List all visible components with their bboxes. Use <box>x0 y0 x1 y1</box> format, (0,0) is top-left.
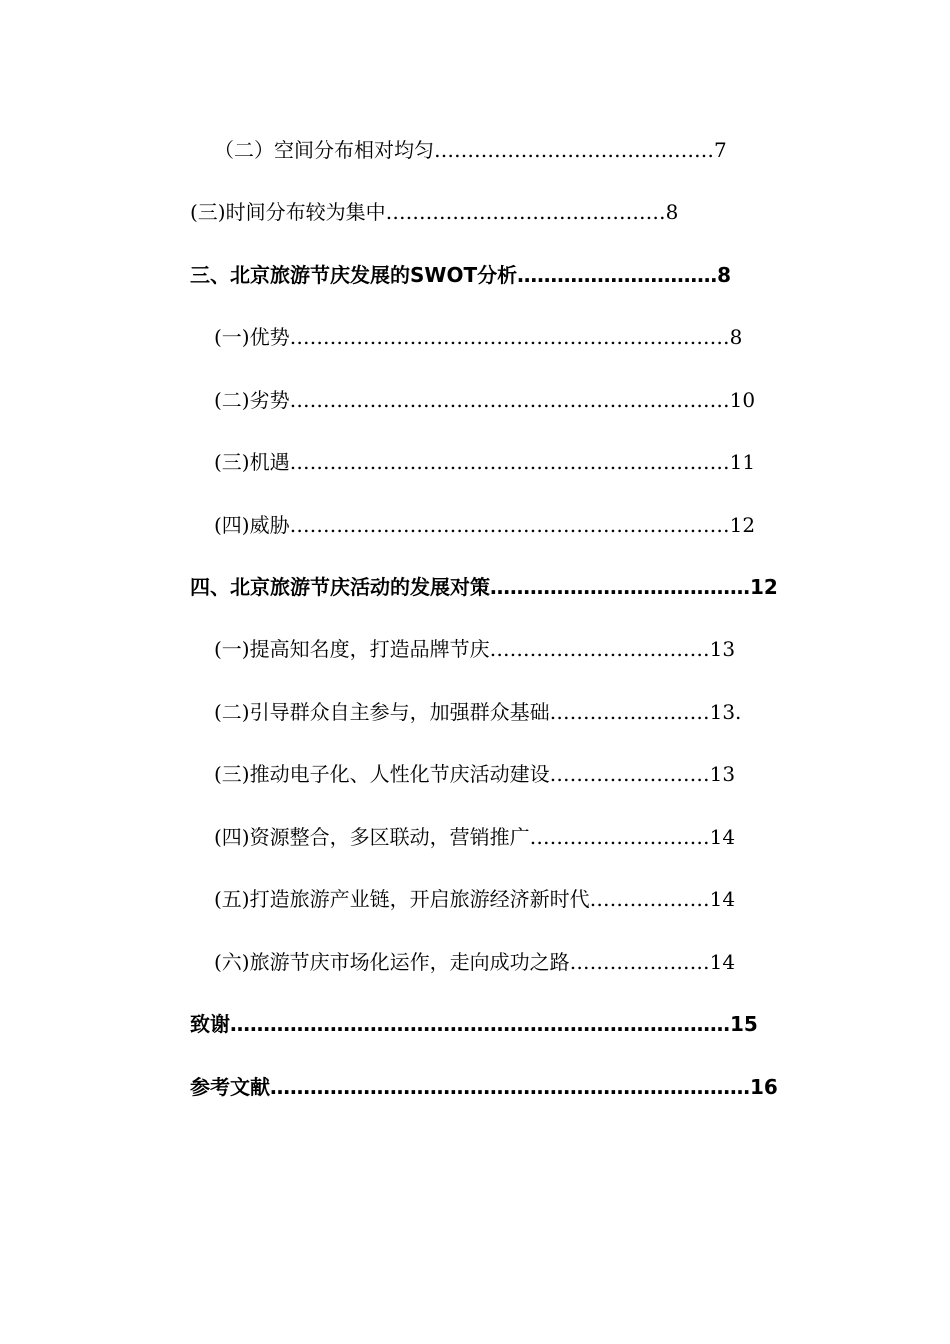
toc-entry-page: 8 <box>729 325 743 349</box>
toc-entry[interactable] <box>214 140 727 164</box>
toc-entry-title: (五)打造旅游产业链，开启旅游经济新时代 <box>214 887 590 911</box>
toc-entry-leader: …………………………………… <box>385 200 666 224</box>
toc-entry-title: (六)旅游节庆市场化运作，走向成功之路 <box>214 950 570 974</box>
toc-entry[interactable] <box>190 1077 778 1101</box>
toc-entry-page: 12 <box>729 513 756 537</box>
toc-entry[interactable] <box>214 827 735 851</box>
toc-entry-title: (三)时间分布较为集中 <box>190 200 386 224</box>
toc-entry-leader: ………………………… <box>517 263 718 287</box>
toc-entry-page: 11 <box>729 450 756 474</box>
toc-entry-leader: ………………………………………………………… <box>289 388 730 412</box>
toc-entry-page: 7 <box>714 138 727 162</box>
toc-entry[interactable] <box>214 639 735 663</box>
toc-entry-title: (一)提高知名度，打造品牌节庆 <box>214 637 490 661</box>
toc-entry-page: 12 <box>750 575 778 599</box>
toc-entry-page: 8 <box>665 200 679 224</box>
toc-entry-title: (二)劣势 <box>214 388 290 412</box>
toc-entry-leader: ………………………………………………………………… <box>230 1012 730 1036</box>
toc-entry-page: 14 <box>709 950 736 974</box>
toc-entry[interactable] <box>214 515 755 539</box>
toc-entry-title: (四)威胁 <box>214 513 290 537</box>
toc-entry-title: 参考文献 <box>190 1075 270 1099</box>
toc-entry-page: 13 <box>709 637 736 661</box>
toc-entry-leader: ………………………………………………………… <box>289 513 730 537</box>
toc-entry-title: 三、北京旅游节庆发展的SWOT分析 <box>190 263 518 287</box>
toc-entry-page: 14 <box>709 887 736 911</box>
toc-entry[interactable] <box>190 577 778 601</box>
toc-entry-title: (三)机遇 <box>214 450 290 474</box>
toc-entry[interactable] <box>214 390 755 414</box>
toc-entry-leader: …………………………… <box>489 637 710 661</box>
toc-entry-leader: ………………………………… <box>490 575 750 599</box>
toc-entry-title: (二)引导群众自主参与，加强群众基础 <box>214 700 550 724</box>
toc-entry-leader: ……………………………………………………………… <box>270 1075 750 1099</box>
toc-entry-title: 致谢 <box>190 1012 230 1036</box>
toc-entry[interactable] <box>190 202 678 226</box>
toc-entry[interactable] <box>214 452 755 476</box>
toc-entry-leader: ………………… <box>569 950 710 974</box>
toc-entry-page: 10 <box>729 388 756 412</box>
toc-entry[interactable] <box>214 327 742 351</box>
toc-entry[interactable] <box>214 952 735 976</box>
toc-entry-leader: …………………… <box>549 700 710 724</box>
toc-entry-leader: ……………………… <box>529 825 710 849</box>
toc-entry-page: 15 <box>730 1012 758 1036</box>
toc-entry-page: 13 <box>709 762 736 786</box>
toc-entry-leader: …………………… <box>549 762 710 786</box>
toc-entry[interactable] <box>190 265 731 289</box>
toc-entry-title: (三)推动电子化、人性化节庆活动建设 <box>214 762 550 786</box>
toc-entry-leader: ……………… <box>589 887 710 911</box>
toc-entry-page: 14 <box>709 825 736 849</box>
toc-entry-leader: …………………………………… <box>434 138 714 162</box>
toc-entry-title: 四、北京旅游节庆活动的发展对策 <box>190 575 490 599</box>
toc-entry[interactable] <box>214 764 735 788</box>
toc-entry-page: 16 <box>750 1075 778 1099</box>
toc-entry-page: 13. <box>709 700 742 724</box>
toc-entry[interactable] <box>214 889 735 913</box>
toc-entry[interactable] <box>190 1014 758 1038</box>
toc-entry-page: 8 <box>717 263 732 287</box>
toc-entry-leader: ………………………………………………………… <box>289 450 730 474</box>
toc-entry-title: (一)优势 <box>214 325 290 349</box>
toc-entry-title: (四)资源整合，多区联动，营销推广 <box>214 825 530 849</box>
toc-entry[interactable] <box>214 702 741 726</box>
toc-entry-leader: ………………………………………………………… <box>289 325 730 349</box>
toc-entry-title: （二）空间分布相对均匀 <box>214 138 434 162</box>
